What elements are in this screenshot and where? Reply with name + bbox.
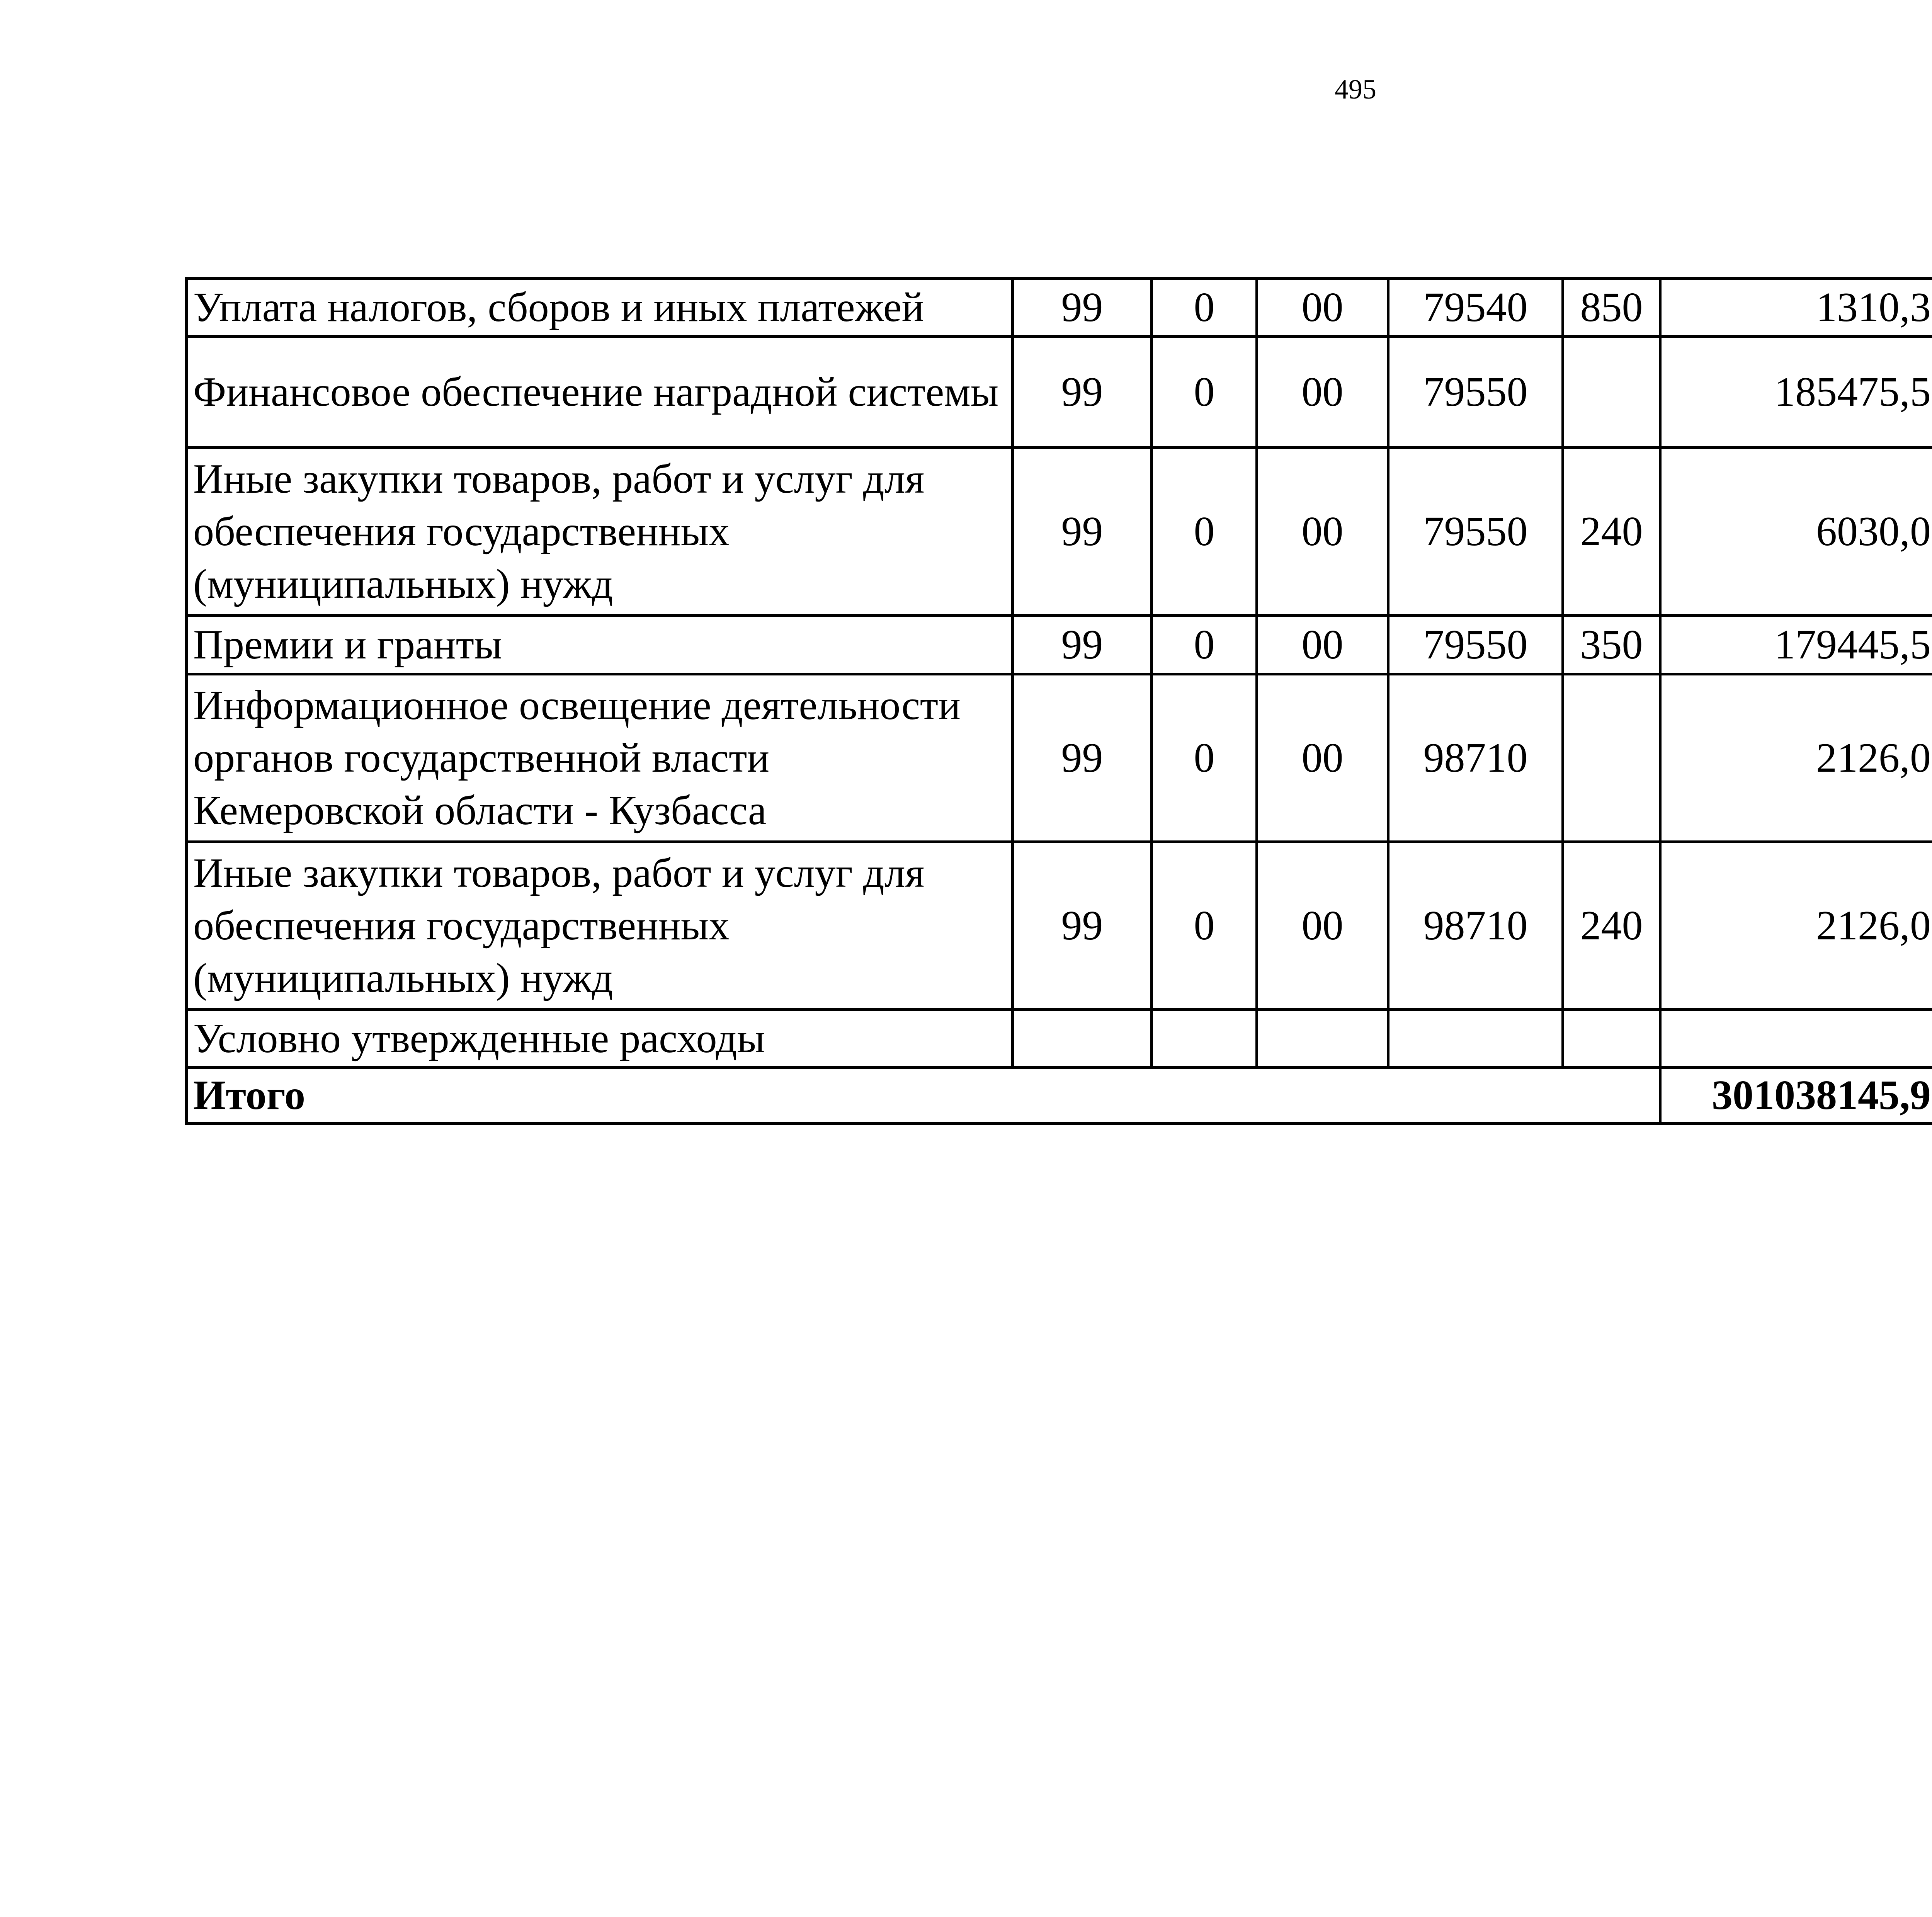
event-code-cell: 00 [1257,616,1388,674]
amount-year1-cell: 185475,5 [1660,337,1932,448]
amount-year1-cell: 6030,0 [1660,448,1932,616]
direction-code-cell: 98710 [1388,842,1563,1010]
row-name-cell: Условно утвержденные расходы [187,1010,1013,1068]
amount-year1-cell: 2126,0 [1660,842,1932,1010]
direction-code-cell: 79550 [1388,337,1563,448]
total-year1-cell: 301038145,9 [1660,1068,1932,1124]
section-code-cell [1013,1010,1152,1068]
table-row [187,616,1932,674]
table-row [187,1010,1932,1068]
event-code-cell [1257,1010,1388,1068]
expense-type-cell: 240 [1563,448,1660,616]
amount-year1-cell: 2126,0 [1660,674,1932,842]
total-label-cell: Итого [187,1068,1660,1124]
budget-table [185,277,1932,1125]
subprogram-code-cell [1152,1010,1257,1068]
section-code-cell: 99 [1013,279,1152,337]
direction-code-cell: 79540 [1388,279,1563,337]
row-name-cell: Иные закупки товаров, работ и услуг для обеспечения государственных (муниципальных) нужд [187,842,1013,1010]
row-name-cell: Финансовое обеспечение наградной системы [187,337,1013,448]
subprogram-code-cell: 0 [1152,842,1257,1010]
subprogram-code-cell: 0 [1152,279,1257,337]
total-row [187,1068,1932,1124]
amount-year1-cell: 1310,3 [1660,279,1932,337]
row-name-cell: Иные закупки товаров, работ и услуг для обеспечения государственных (муниципальных) нужд [187,448,1013,616]
expense-type-cell: 850 [1563,279,1660,337]
amount-year1-cell [1660,1010,1932,1068]
subprogram-code-cell: 0 [1152,337,1257,448]
amount-year1-cell: 179445,5 [1660,616,1932,674]
table-row [187,337,1932,448]
table-row [187,279,1932,337]
direction-code-cell [1388,1010,1563,1068]
table-row [187,448,1932,616]
table-row [187,674,1932,842]
expense-type-cell: 240 [1563,842,1660,1010]
table-row [187,842,1932,1010]
subprogram-code-cell: 0 [1152,674,1257,842]
section-code-cell: 99 [1013,337,1152,448]
section-code-cell: 99 [1013,448,1152,616]
row-name-cell: Уплата налогов, сборов и иных платежей [187,279,1013,337]
event-code-cell: 00 [1257,279,1388,337]
event-code-cell: 00 [1257,674,1388,842]
event-code-cell: 00 [1257,448,1388,616]
direction-code-cell: 79550 [1388,448,1563,616]
event-code-cell: 00 [1257,337,1388,448]
expense-type-cell [1563,674,1660,842]
direction-code-cell: 79550 [1388,616,1563,674]
expense-type-cell [1563,337,1660,448]
section-code-cell: 99 [1013,842,1152,1010]
row-name-cell: Премии и гранты [187,616,1013,674]
expense-type-cell: 350 [1563,616,1660,674]
section-code-cell: 99 [1013,674,1152,842]
expense-type-cell [1563,1010,1660,1068]
event-code-cell: 00 [1257,842,1388,1010]
page-number: 495 [1335,74,1376,105]
subprogram-code-cell: 0 [1152,448,1257,616]
subprogram-code-cell: 0 [1152,616,1257,674]
direction-code-cell: 98710 [1388,674,1563,842]
row-name-cell: Информационное освещение деятельности органов государственной власти Кемеровской области - Кузбасса [187,674,1013,842]
section-code-cell: 99 [1013,616,1152,674]
